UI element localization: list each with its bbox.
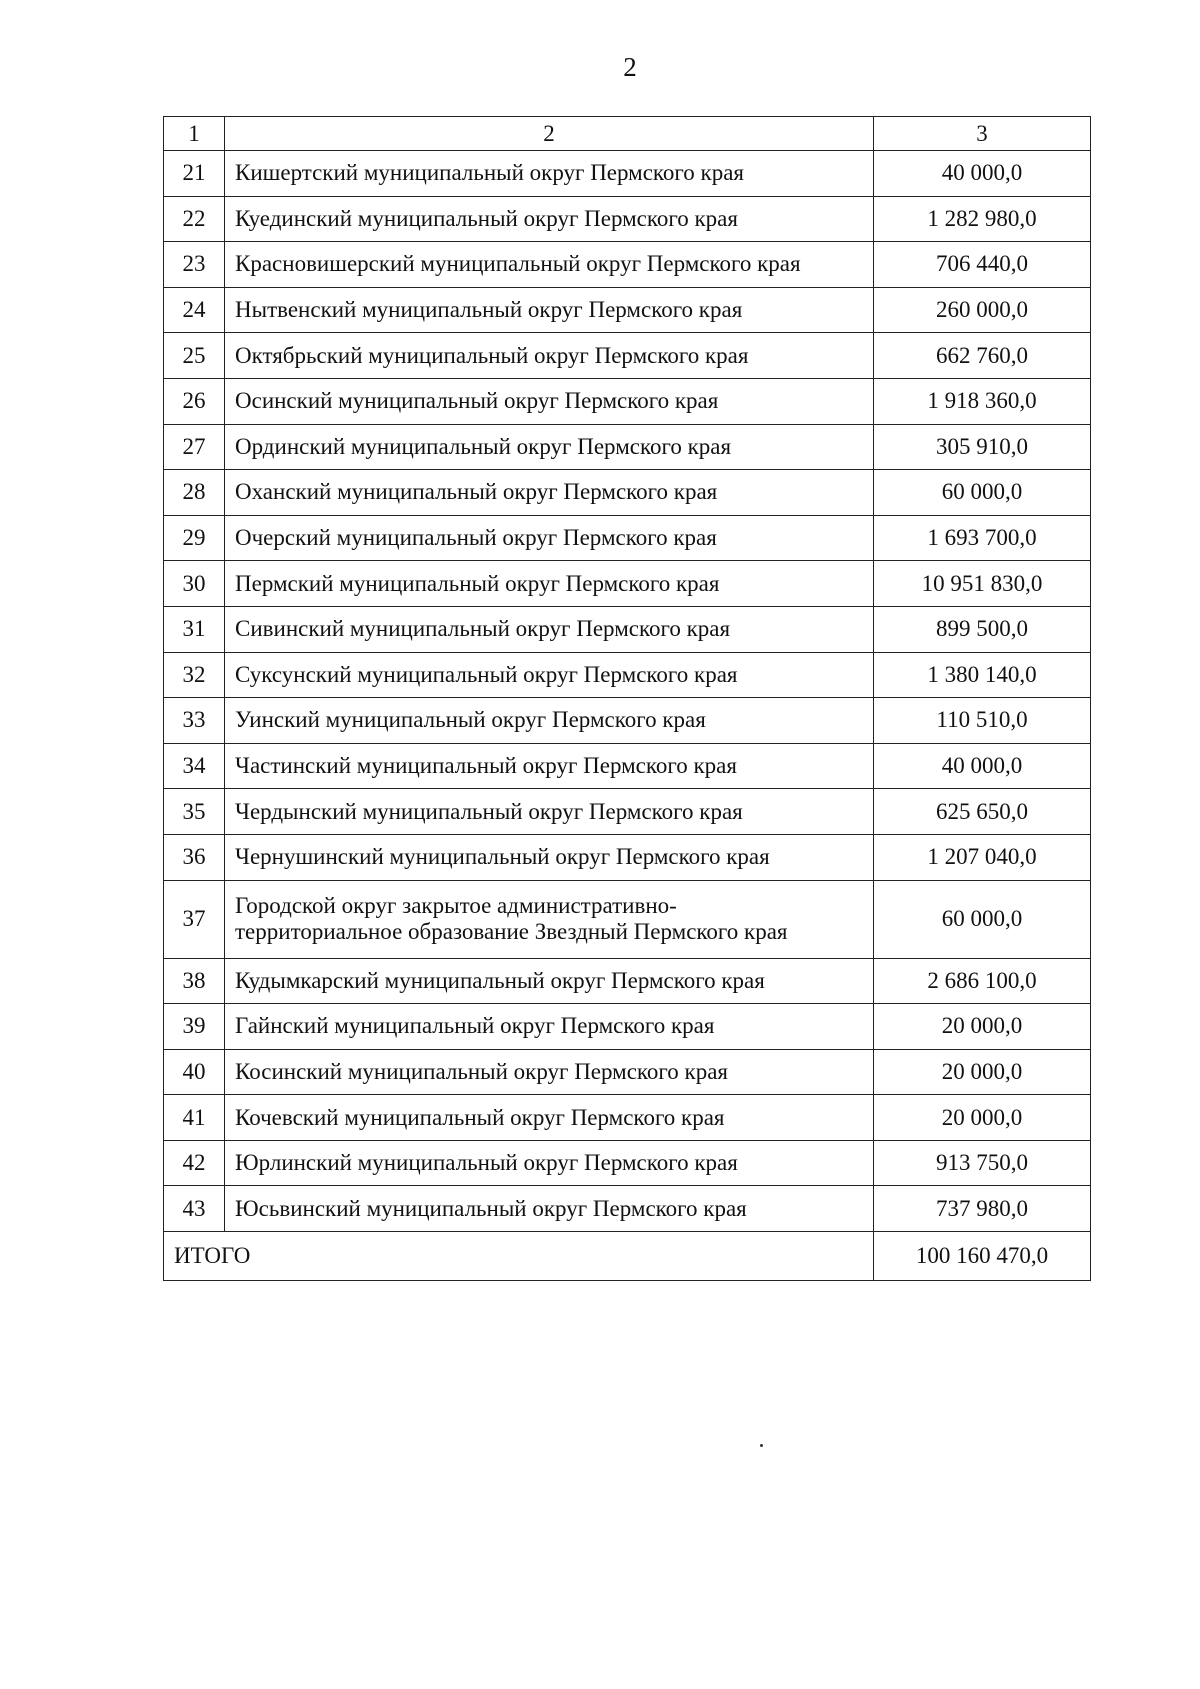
row-name: Очерский муниципальный округ Пермского края <box>225 515 874 561</box>
row-number: 43 <box>164 1186 225 1232</box>
row-name: Косинский муниципальный округ Пермского края <box>225 1049 874 1095</box>
row-amount: 20 000,0 <box>874 1095 1091 1141</box>
row-number: 36 <box>164 834 225 880</box>
table-row <box>164 958 1091 1004</box>
row-amount: 899 500,0 <box>874 606 1091 652</box>
row-name: Юсьвинский муниципальный округ Пермского края <box>225 1186 874 1232</box>
table-row <box>164 561 1091 607</box>
row-amount: 60 000,0 <box>874 880 1091 958</box>
row-name: Гайнский муниципальный округ Пермского края <box>225 1004 874 1050</box>
row-name: Ординский муниципальный округ Пермского края <box>225 424 874 470</box>
table-row <box>164 151 1091 197</box>
row-amount: 737 980,0 <box>874 1186 1091 1232</box>
table-row <box>164 1140 1091 1186</box>
row-name: Пермский муниципальный округ Пермского края <box>225 561 874 607</box>
row-name: Кочевский муниципальный округ Пермского края <box>225 1095 874 1141</box>
row-amount: 1 918 360,0 <box>874 378 1091 424</box>
row-amount: 625 650,0 <box>874 789 1091 835</box>
row-number: 21 <box>164 151 225 197</box>
row-amount: 20 000,0 <box>874 1049 1091 1095</box>
row-name-line2: территориальное образование Звездный Пермского края <box>235 919 788 944</box>
row-name: Суксунский муниципальный округ Пермского края <box>225 652 874 698</box>
header-cell-name: 2 <box>225 117 874 151</box>
row-name: Куединский муниципальный округ Пермского края <box>225 196 874 242</box>
row-name: Кудымкарский муниципальный округ Пермского края <box>225 958 874 1004</box>
row-amount: 2 686 100,0 <box>874 958 1091 1004</box>
row-number: 22 <box>164 196 225 242</box>
row-amount: 706 440,0 <box>874 242 1091 288</box>
row-number: 38 <box>164 958 225 1004</box>
row-name: Кишертский муниципальный округ Пермского края <box>225 151 874 197</box>
row-number: 27 <box>164 424 225 470</box>
row-name: Чердынский муниципальный округ Пермского края <box>225 789 874 835</box>
row-number: 42 <box>164 1140 225 1186</box>
row-number: 37 <box>164 880 225 958</box>
table-row <box>164 287 1091 333</box>
row-name: Чернушинский муниципальный округ Пермского края <box>225 834 874 880</box>
row-number: 34 <box>164 743 225 789</box>
row-amount: 110 510,0 <box>874 698 1091 744</box>
table-row <box>164 698 1091 744</box>
table-row <box>164 1186 1091 1232</box>
row-amount: 60 000,0 <box>874 470 1091 516</box>
row-number: 30 <box>164 561 225 607</box>
row-name: Оханский муниципальный округ Пермского края <box>225 470 874 516</box>
row-name: Частинский муниципальный округ Пермского края <box>225 743 874 789</box>
row-amount: 1 693 700,0 <box>874 515 1091 561</box>
row-number: 33 <box>164 698 225 744</box>
scan-artifact-dot <box>760 1444 763 1447</box>
table-row <box>164 196 1091 242</box>
row-name: Уинский муниципальный округ Пермского края <box>225 698 874 744</box>
row-amount: 260 000,0 <box>874 287 1091 333</box>
row-number: 23 <box>164 242 225 288</box>
table-row <box>164 1004 1091 1050</box>
row-amount: 305 910,0 <box>874 424 1091 470</box>
row-amount: 20 000,0 <box>874 1004 1091 1050</box>
allocation-table <box>163 116 1091 1281</box>
table-row <box>164 378 1091 424</box>
row-amount: 662 760,0 <box>874 333 1091 379</box>
table-row <box>164 652 1091 698</box>
table-row <box>164 834 1091 880</box>
row-number: 41 <box>164 1095 225 1141</box>
row-name: Нытвенский муниципальный округ Пермского края <box>225 287 874 333</box>
total-row <box>164 1232 1091 1281</box>
row-name: Осинский муниципальный округ Пермского края <box>225 378 874 424</box>
row-amount: 913 750,0 <box>874 1140 1091 1186</box>
table-row <box>164 515 1091 561</box>
row-number: 40 <box>164 1049 225 1095</box>
row-name: Октябрьский муниципальный округ Пермского края <box>225 333 874 379</box>
row-amount: 10 951 830,0 <box>874 561 1091 607</box>
table-row <box>164 789 1091 835</box>
row-amount: 1 207 040,0 <box>874 834 1091 880</box>
table-row <box>164 1095 1091 1141</box>
row-number: 25 <box>164 333 225 379</box>
table-row <box>164 333 1091 379</box>
row-name: Сивинский муниципальный округ Пермского края <box>225 606 874 652</box>
table-row <box>164 242 1091 288</box>
row-amount: 1 282 980,0 <box>874 196 1091 242</box>
row-number: 31 <box>164 606 225 652</box>
header-cell-amount: 3 <box>874 117 1091 151</box>
row-number: 26 <box>164 378 225 424</box>
table-row <box>164 880 1091 958</box>
row-number: 29 <box>164 515 225 561</box>
row-number: 39 <box>164 1004 225 1050</box>
row-name: Юрлинский муниципальный округ Пермского края <box>225 1140 874 1186</box>
table-row <box>164 606 1091 652</box>
table-row <box>164 470 1091 516</box>
row-amount: 40 000,0 <box>874 151 1091 197</box>
row-name <box>225 880 874 958</box>
row-name: Красновишерский муниципальный округ Пермского края <box>225 242 874 288</box>
row-number: 32 <box>164 652 225 698</box>
total-label: ИТОГО <box>164 1232 874 1281</box>
table-row <box>164 1049 1091 1095</box>
page-number: 2 <box>623 52 637 82</box>
row-amount: 40 000,0 <box>874 743 1091 789</box>
header-cell-number: 1 <box>164 117 225 151</box>
row-number: 28 <box>164 470 225 516</box>
table-header-row <box>164 117 1091 151</box>
table-row <box>164 743 1091 789</box>
row-name-line1: Городской округ закрытое административно- <box>235 893 677 918</box>
table-row <box>164 424 1091 470</box>
row-number: 24 <box>164 287 225 333</box>
total-amount: 100 160 470,0 <box>874 1232 1091 1281</box>
row-number: 35 <box>164 789 225 835</box>
row-amount: 1 380 140,0 <box>874 652 1091 698</box>
